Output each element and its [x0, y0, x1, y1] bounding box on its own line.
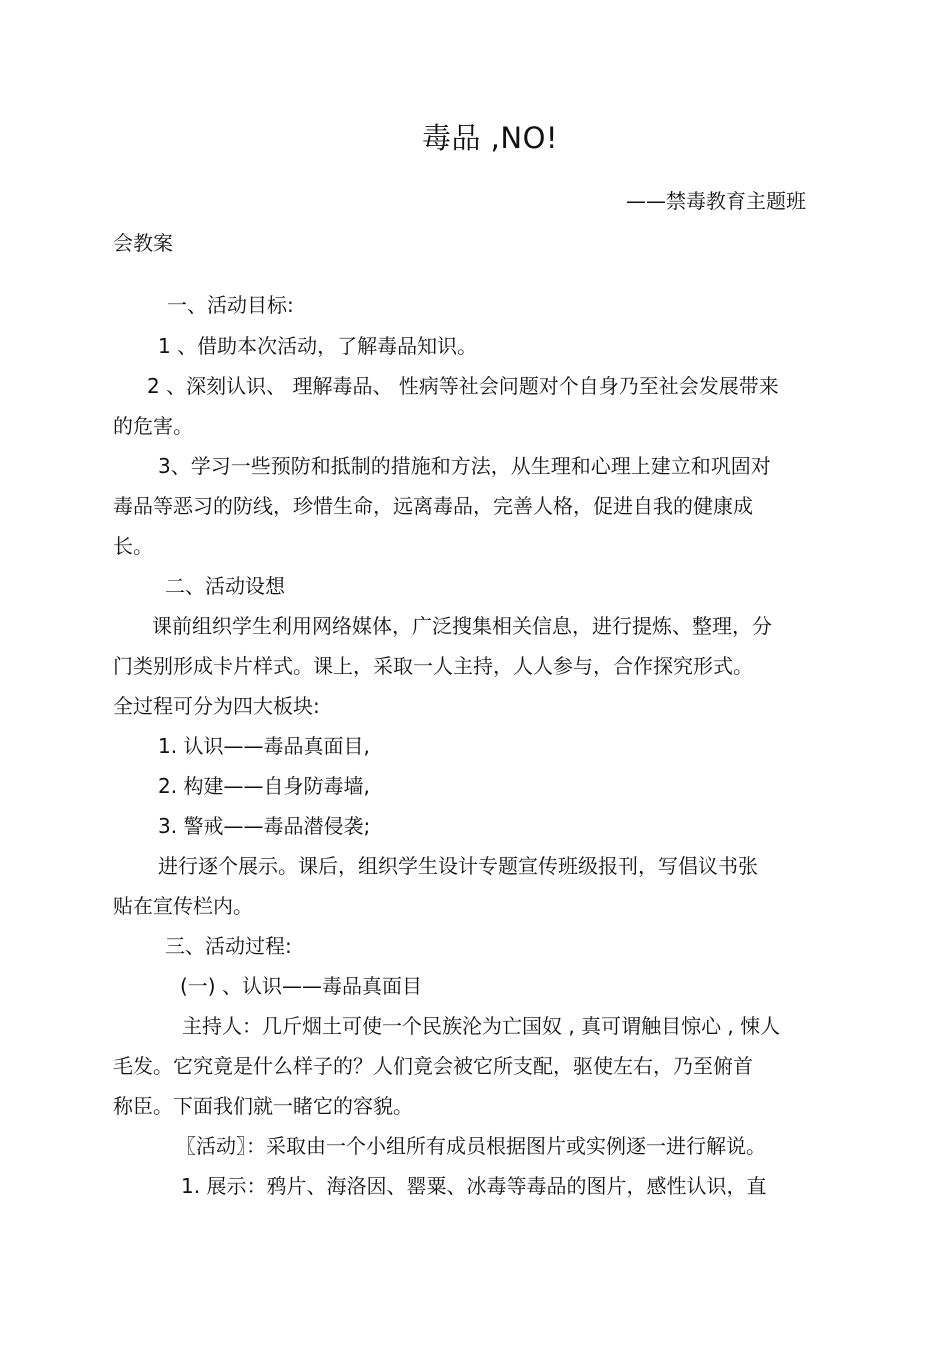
- host-paragraph-line-2: 毛发。它究竟是什么样子的？人们竟会被它所支配，驱使左右，乃至俯首: [113, 1054, 753, 1078]
- goal-item-3-cont-2: 长。: [113, 534, 153, 558]
- activity-item-1: 1. 展示：鸦片、海洛因、罂粟、冰毒等毒品的图片，感性认识，直: [181, 1174, 767, 1198]
- plan-list-item-2: 2. 构建——自身防毒墙,: [158, 774, 370, 798]
- goal-item-3-cont-1: 毒品等恶习的防线，珍惜生命，远离毒品，完善人格，促进自我的健康成: [113, 494, 753, 518]
- section-heading-goals: 一、活动目标:: [167, 293, 294, 317]
- goal-item-2: 2 、深刻认识、 理解毒品、 性病等社会问题对个自身乃至社会发展带来: [147, 374, 779, 398]
- plan-list-item-1: 1. 认识——毒品真面目,: [158, 734, 370, 758]
- plan-list-item-3: 3. 警戒——毒品潜侵袭;: [158, 814, 371, 838]
- subtitle-line-1: ——禁毒教育主题班: [626, 189, 806, 213]
- process-subheading-1: (一) 、认识——毒品真面目: [180, 974, 422, 998]
- host-paragraph-line-1: 主持人：几斤烟土可使一个民族沦为亡国奴 , 真可谓触目惊心 , 悚人: [182, 1014, 781, 1038]
- plan-paragraph-line-1: 课前组织学生利用网络媒体，广泛搜集相关信息，进行提炼、整理，分: [152, 614, 772, 638]
- section-heading-process: 三、活动过程:: [165, 934, 292, 958]
- plan-paragraph-line-3: 全过程可分为四大板块:: [113, 694, 320, 718]
- plan-paragraph-line-5: 贴在宣传栏内。: [113, 894, 253, 918]
- plan-paragraph-line-4: 进行逐个展示。课后，组织学生设计专题宣传班级报刊，写倡议书张: [158, 854, 758, 878]
- activity-paragraph: 〖活动〗：采取由一个小组所有成员根据图片或实例逐一进行解说。: [176, 1134, 766, 1158]
- host-paragraph-line-3: 称臣。下面我们就一睹它的容貌。: [113, 1094, 413, 1118]
- goal-item-2-cont: 的危害。: [113, 414, 193, 438]
- goal-item-3: 3、学习一些预防和抵制的措施和方法，从生理和心理上建立和巩固对: [158, 454, 771, 478]
- document-title: 毒品 ,NO!: [421, 121, 559, 155]
- goal-item-1: 1 、借助本次活动，了解毒品知识。: [158, 334, 478, 358]
- subtitle-line-2: 会教案: [113, 231, 173, 255]
- plan-paragraph-line-2: 门类别形成卡片样式。课上，采取一人主持，人人参与，合作探究形式。: [113, 654, 753, 678]
- section-heading-plan: 二、活动设想: [165, 574, 285, 598]
